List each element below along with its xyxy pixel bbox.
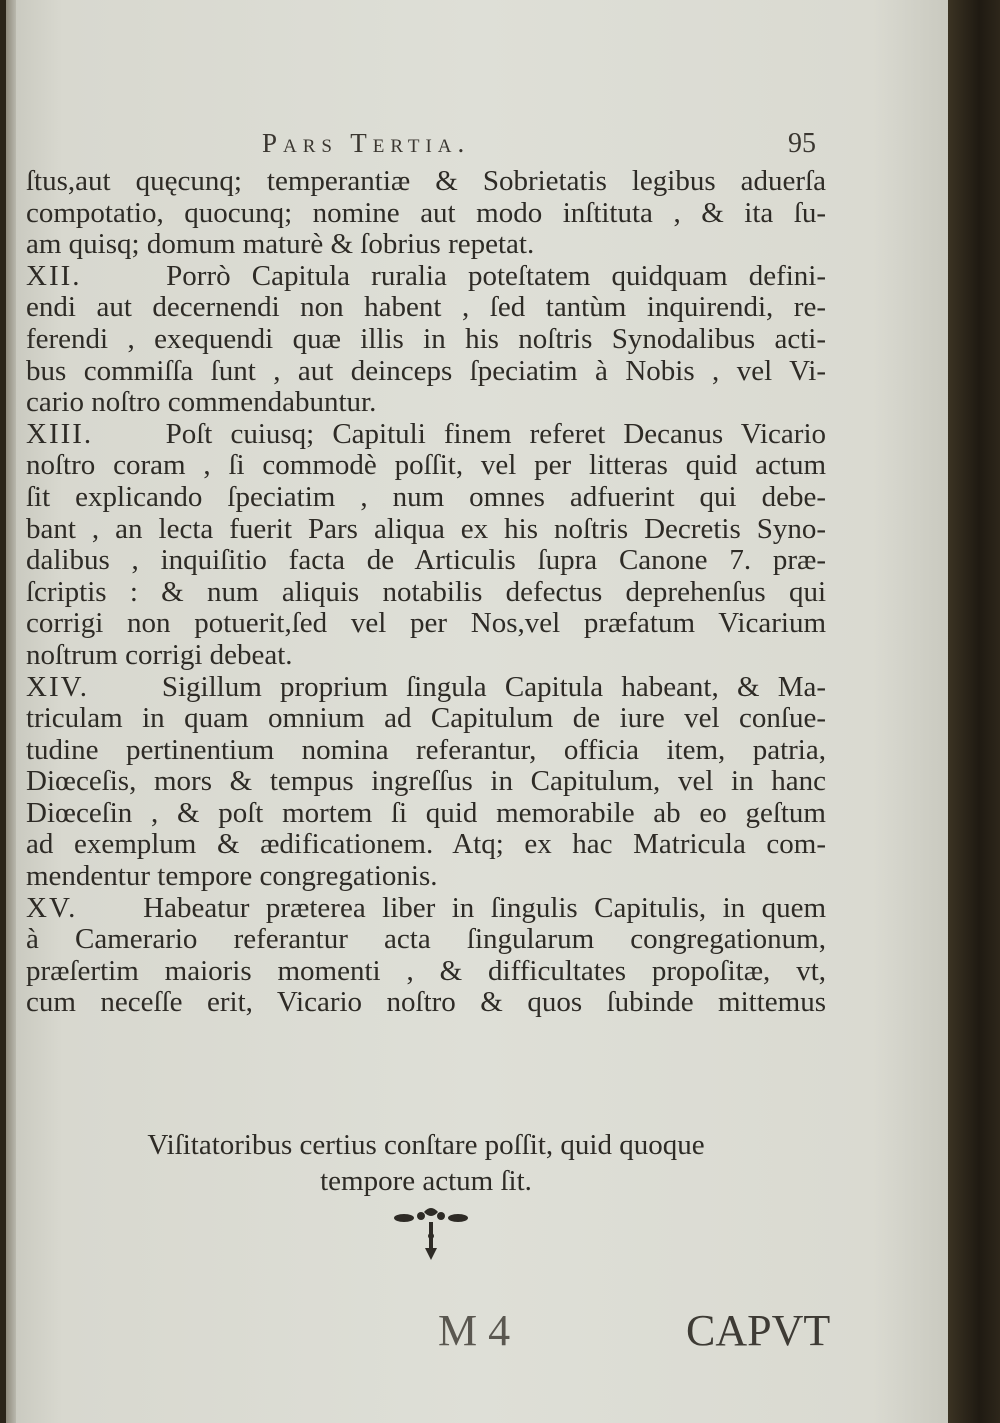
text-line: à Camerario referantur acta ſingularum congregationum, bbox=[26, 923, 826, 956]
page-gutter-shadow bbox=[6, 0, 16, 1423]
text-line: cario noſtro commendabuntur. bbox=[26, 386, 377, 419]
text-fragment: Porrò Capitula ruralia poteſtatem quidquam defini- bbox=[166, 259, 827, 292]
text-line: præſertim maioris momenti , & difficultates propoſitæ, vt, bbox=[26, 954, 826, 987]
text-fragment: Habeatur præterea liber in ſingulis Capitulis, in quem bbox=[143, 891, 826, 924]
text-line: noſtrum corrigi debeat. bbox=[26, 638, 293, 671]
text-line: am quisq; domum maturè & ſobrius repetat. bbox=[26, 228, 535, 261]
section-13-first-line bbox=[26, 419, 826, 451]
body-text bbox=[26, 166, 826, 1019]
section-number: XII. bbox=[26, 259, 82, 292]
section-number: XIII. bbox=[26, 417, 94, 450]
text-line: ſcriptis : & num aliquis notabilis defectus deprehenſus qui bbox=[26, 575, 826, 608]
text-fragment: Sigillum proprium ſingula Capitula habeant, & Ma- bbox=[161, 670, 827, 703]
section-12-first-line bbox=[26, 261, 826, 293]
signature-mark: M 4 bbox=[438, 1306, 511, 1355]
text-line: triculam in quam omnium ad Capitulum de iure vel conſue- bbox=[26, 702, 826, 735]
text-line: bus commiſſa ſunt , aut deinceps ſpeciatim à Nobis , vel Vi- bbox=[26, 354, 826, 387]
section-14-first-line bbox=[26, 672, 826, 704]
text-line: cum neceſſe erit, Vicario noſtro & quos ſubinde mittemus bbox=[26, 986, 826, 1019]
section-number: XIV. bbox=[26, 670, 90, 703]
page-number: 95 bbox=[788, 128, 816, 159]
section-15-first-line bbox=[26, 893, 826, 925]
text-line: bant , an lecta fuerit Pars aliqua ex his noſtris Decretis Syno- bbox=[26, 512, 826, 545]
text-line: noſtro coram , ſi commodè poſſit, vel per litteras quid actum bbox=[26, 449, 826, 482]
book-binding-edge bbox=[948, 0, 1000, 1423]
book-page bbox=[6, 0, 948, 1423]
text-line: Diœceſis, mors & tempus ingreſſus in Capitulum, vel in hanc bbox=[26, 765, 826, 798]
text-line: tudine pertinentium nomina referantur, officia item, patria, bbox=[26, 733, 826, 766]
text-line: ſit explicando ſpeciatim , num omnes adfuerint qui debe- bbox=[26, 480, 826, 513]
text-line: mendentur tempore congregationis. bbox=[26, 860, 438, 893]
closing-line: Viſitatoribus certius conſtare poſſit, quid quoque bbox=[147, 1129, 705, 1161]
catchword: CAPVT bbox=[686, 1306, 831, 1355]
running-head: Pars Tertia. bbox=[262, 128, 471, 158]
text-line: corrigi non potuerit,ſed vel per Nos,vel præfatum Vicarium bbox=[26, 607, 826, 640]
section-number: XV. bbox=[26, 891, 78, 924]
text-line: Diœceſin , & poſt mortem ſi quid memorabile ab eo geſtum bbox=[26, 796, 826, 829]
fleuron-ornament-icon bbox=[376, 1206, 486, 1276]
text-line: compotatio, quocunq; nomine aut modo inſtituta , & ita ſu- bbox=[26, 196, 826, 229]
text-line: endi aut decernendi non habent , ſed tantùm inquirendi, re- bbox=[26, 291, 826, 324]
text-line: ad exemplum & ædificationem. Atq; ex hac Matricula com- bbox=[26, 828, 826, 861]
closing-line-final: tempore actum ſit. bbox=[320, 1165, 532, 1197]
text-fragment: Poſt cuiusq; Capituli finem referet Decanus Vicario bbox=[165, 417, 827, 450]
text-line: ſtus,aut quęcunq; temperantiæ & Sobrietatis legibus aduerſa bbox=[26, 165, 826, 197]
text-line: dalibus , inquiſitio facta de Articulis ſupra Canone 7. præ- bbox=[26, 544, 826, 577]
text-line: ferendi , exequendi quæ illis in his noſtris Synodalibus acti- bbox=[26, 322, 826, 355]
